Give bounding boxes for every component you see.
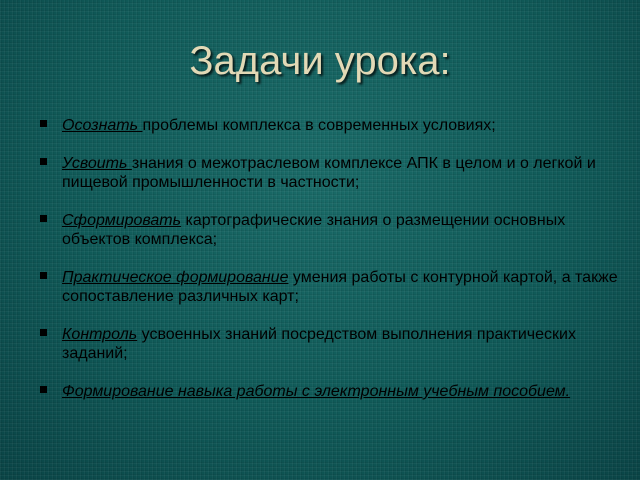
- item-text: усвоенных знаний посредством выполнения практических заданий;: [62, 326, 576, 362]
- list-item: [40, 268, 620, 306]
- square-bullet-icon: [40, 120, 47, 127]
- square-bullet-icon: [40, 215, 47, 222]
- item-lead-text: Усвоить: [62, 155, 132, 172]
- item-text: знания о межотраслевом комплексе АПК в целом и о легкой и пищевой промышленности в частности;: [62, 155, 596, 191]
- item-lead-text: Контроль: [62, 326, 138, 343]
- square-bullet-icon: [40, 272, 47, 279]
- item-lead-text: Формирование навыка работы с электронным учебным пособием.: [62, 383, 571, 400]
- list-item: [40, 211, 620, 249]
- item-text: проблемы комплекса в современных условиях;: [142, 117, 496, 134]
- item-lead-text: Осознать: [62, 117, 143, 134]
- square-bullet-icon: [40, 329, 47, 336]
- list-item: [40, 325, 620, 363]
- item-text: картографические знания о размещении основных объектов комплекса;: [62, 212, 566, 248]
- item-lead-text: Практическое формирование: [62, 269, 289, 286]
- item-text: умения работы с контурной картой, а также сопоставление различных карт;: [62, 269, 618, 305]
- square-bullet-icon: [40, 158, 47, 165]
- task-list: [40, 116, 620, 420]
- list-item: [40, 154, 620, 192]
- square-bullet-icon: [40, 386, 47, 393]
- slide-title: Задачи урока:: [189, 39, 451, 83]
- list-item: [40, 382, 620, 401]
- list-item: [40, 116, 620, 135]
- item-lead-text: Сформировать: [62, 212, 182, 229]
